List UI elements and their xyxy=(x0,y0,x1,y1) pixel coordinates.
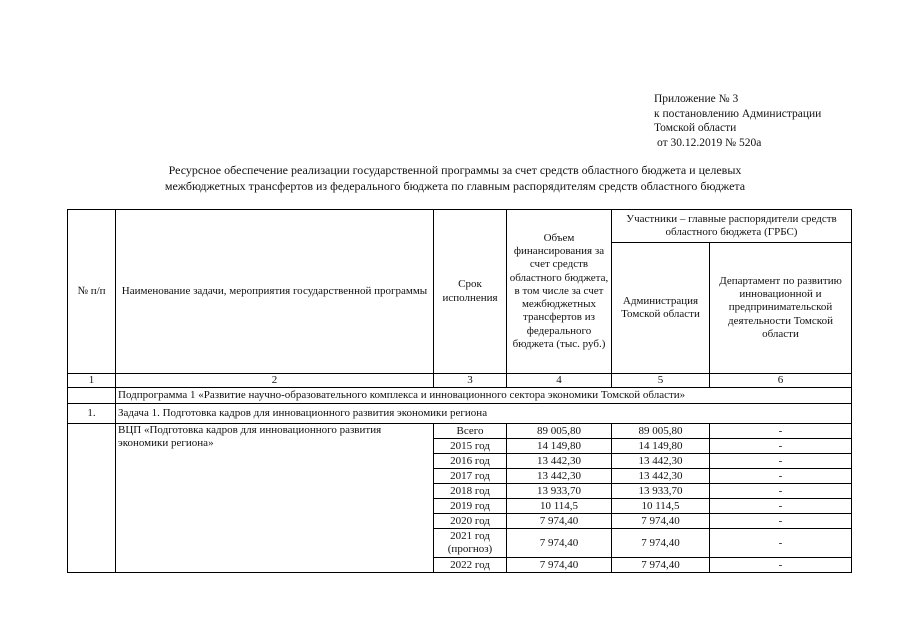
column-number: 2 xyxy=(116,374,434,388)
title-line: межбюджетных трансфертов из федерального бюджета по главным распорядителям средств областного бюджета xyxy=(164,178,746,193)
appendix-line: от 30.12.2019 № 520а xyxy=(657,136,762,149)
header-volume: Объем финансирования за счет средств областного бюджета, в том числе за счет межбюджетных трансфертов из федерального бюджета (тыс. руб.) xyxy=(507,210,612,374)
header-participants: Участники – главные распорядители средств областного бюджета (ГРБС) xyxy=(612,210,852,243)
row-admin: 13 442,30 xyxy=(612,454,710,469)
row-volume: 13 933,70 xyxy=(507,484,612,499)
row-dept: - xyxy=(710,529,852,558)
row-term: 2019 год xyxy=(434,499,507,514)
row-admin: 89 005,80 xyxy=(612,424,710,439)
header-dept: Департамент по развитию инновационной и предпринимательской деятельности Томской области xyxy=(710,243,852,374)
row-term: 2021 год (прогноз) xyxy=(434,529,507,558)
title-line: Ресурсное обеспечение реализации государственной программы за счет средств областного бюджета и целевых xyxy=(168,163,742,177)
appendix-line: Приложение № 3 xyxy=(654,93,739,105)
resource-table xyxy=(67,209,852,573)
row-volume: 89 005,80 xyxy=(507,424,612,439)
task-row: Задача 1. Подготовка кадров для инновационного развития экономики региона xyxy=(116,404,852,424)
row-term: 2015 год xyxy=(434,439,507,454)
row-dept: - xyxy=(710,484,852,499)
row-term: 2020 год xyxy=(434,514,507,529)
activity-name: ВЦП «Подготовка кадров для инновационного развития экономики региона» xyxy=(116,424,434,573)
header-term: Срок исполнения xyxy=(434,210,507,374)
header-admin: Администрация Томской области xyxy=(612,243,710,374)
row-dept: - xyxy=(710,439,852,454)
row-volume: 14 149,80 xyxy=(507,439,612,454)
row-volume: 7 974,40 xyxy=(507,514,612,529)
row-dept: - xyxy=(710,454,852,469)
header-name: Наименование задачи, мероприятия государственной программы xyxy=(116,210,434,374)
row-term: 2017 год xyxy=(434,469,507,484)
task-num: 1. xyxy=(68,404,116,424)
row-admin: 14 149,80 xyxy=(612,439,710,454)
subprogram-num-cell xyxy=(68,388,116,404)
appendix-block xyxy=(654,92,894,150)
row-volume: 7 974,40 xyxy=(507,529,612,558)
document-title xyxy=(110,163,800,194)
row-dept: - xyxy=(710,469,852,484)
column-number: 6 xyxy=(710,374,852,388)
appendix-line: к постановлению Администрации xyxy=(654,107,822,120)
row-term: 2018 год xyxy=(434,484,507,499)
appendix-line: Томской области xyxy=(654,122,737,134)
row-term: 2016 год xyxy=(434,454,507,469)
row-dept: - xyxy=(710,514,852,529)
row-volume: 13 442,30 xyxy=(507,469,612,484)
row-term: 2022 год xyxy=(434,558,507,573)
row-dept: - xyxy=(710,499,852,514)
row-volume: 7 974,40 xyxy=(507,558,612,573)
header-num: № п/п xyxy=(68,210,116,374)
row-admin: 7 974,40 xyxy=(612,558,710,573)
column-number: 3 xyxy=(434,374,507,388)
subprogram-row: Подпрограмма 1 «Развитие научно-образовательного комплекса и инновационного сектора экономики Томской области» xyxy=(116,388,852,404)
row-admin: 7 974,40 xyxy=(612,529,710,558)
row-dept: - xyxy=(710,558,852,573)
column-number: 5 xyxy=(612,374,710,388)
row-admin: 13 933,70 xyxy=(612,484,710,499)
row-admin: 7 974,40 xyxy=(612,514,710,529)
column-number: 4 xyxy=(507,374,612,388)
row-term: Всего xyxy=(434,424,507,439)
row-volume: 10 114,5 xyxy=(507,499,612,514)
row-dept: - xyxy=(710,424,852,439)
row-admin: 10 114,5 xyxy=(612,499,710,514)
row-volume: 13 442,30 xyxy=(507,454,612,469)
row-admin: 13 442,30 xyxy=(612,469,710,484)
column-number: 1 xyxy=(68,374,116,388)
activity-num-cell xyxy=(68,424,116,573)
